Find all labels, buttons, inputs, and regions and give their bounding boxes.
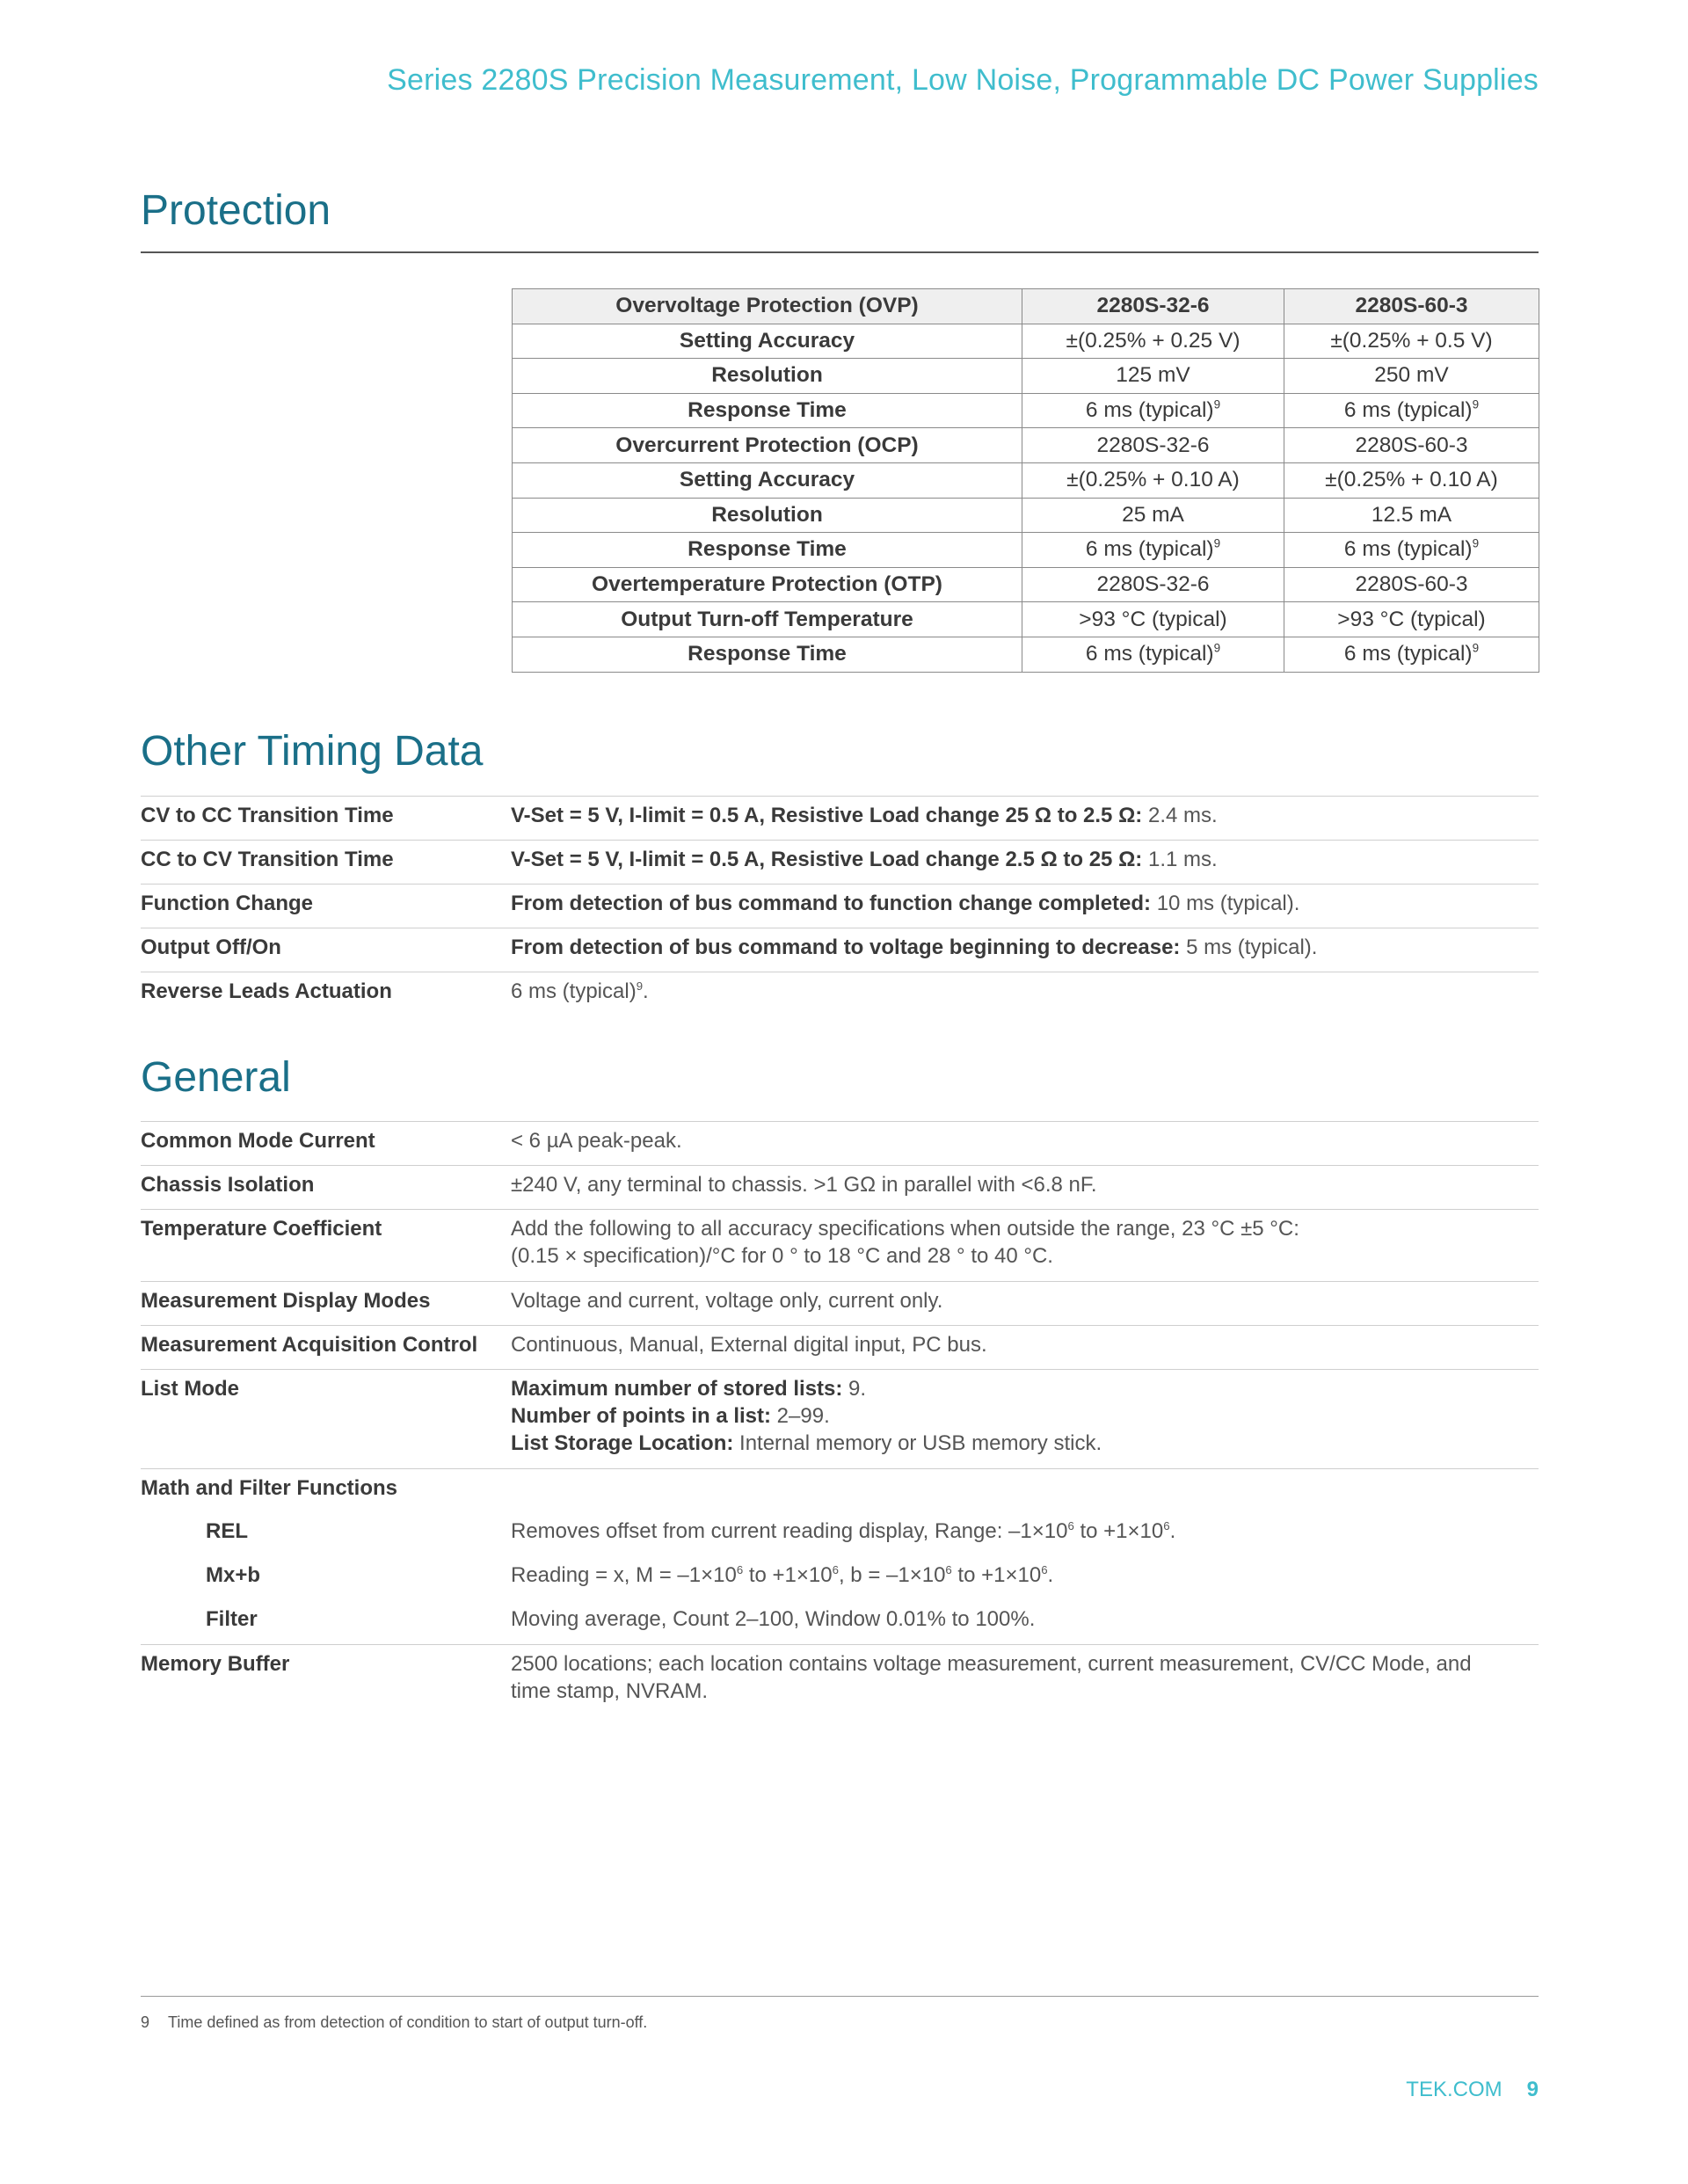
table-row-label: Response Time [513, 637, 1022, 672]
spec-row-sub [141, 1600, 1539, 1644]
table-row-label: Overtemperature Protection (OTP) [513, 567, 1022, 602]
spec-value: 6 ms (typical)$^9$. [511, 979, 649, 1003]
table-cell: 2280S-60-3 [1284, 567, 1539, 602]
table-cell: 12.5 mA [1284, 498, 1539, 533]
spec-label: CV to CC Transition Time [141, 804, 394, 827]
spec-value: Add the following to all accuracy specifications when outside the range, 23 °C ±5 °C: (0.15 × specification)/°C for 0 ° to 18 °C and 28 ° to 40 °C. [511, 1217, 1299, 1268]
spec-row [141, 1325, 1539, 1369]
spec-value: From detection of bus command to function change completed: 10 ms (typical). [511, 892, 1300, 915]
spec-value: Continuous, Manual, External digital input, PC bus. [511, 1333, 987, 1357]
table-row [513, 324, 1539, 359]
spec-label: CC to CV Transition Time [141, 848, 394, 871]
table-row [513, 602, 1539, 637]
spec-value: Removes offset from current reading display, Range: $-1\times 10^6$ to $+1\times 10^6$. [511, 1518, 1176, 1543]
spec-value: Voltage and current, voltage only, current only. [511, 1289, 943, 1313]
table-cell: 250 mV [1284, 359, 1539, 394]
timing-spec-list [141, 796, 1539, 1016]
table-cell: ±(0.25% + 0.10 A) [1022, 462, 1284, 498]
general-spec-list [141, 1121, 1539, 1716]
spec-value: Moving average, Count 2–100, Window 0.01% to 100%. [511, 1607, 1036, 1631]
table-row-label: Overcurrent Protection (OCP) [513, 428, 1022, 463]
table-row [513, 567, 1539, 602]
table-cell: 2280S-60-3 [1284, 428, 1539, 463]
section-title-general: General [141, 1054, 291, 1101]
spec-label: Filter [206, 1607, 258, 1631]
footnote-number: 9 [141, 2013, 150, 2031]
spec-label: Common Mode Current [141, 1129, 375, 1153]
section-title-timing: Other Timing Data [141, 728, 484, 775]
table-row [513, 289, 1539, 324]
table-row-label: Resolution [513, 498, 1022, 533]
table-cell: 25 mA [1022, 498, 1284, 533]
table-row [513, 637, 1539, 672]
table-cell: 2280S-32-6 [1022, 289, 1284, 324]
table-row-label: Overvoltage Protection (OVP) [513, 289, 1022, 324]
spec-row [141, 1644, 1539, 1716]
spec-label: List Mode [141, 1377, 239, 1401]
spec-value: < 6 µA peak-peak. [511, 1129, 682, 1153]
table-row-label: Output Turn-off Temperature [513, 602, 1022, 637]
spec-label: Function Change [141, 892, 313, 915]
spec-row [141, 840, 1539, 884]
spec-label: Measurement Display Modes [141, 1289, 431, 1313]
spec-label: Reverse Leads Actuation [141, 979, 392, 1003]
spec-value: Maximum number of stored lists: 9. Number of points in a list: 2–99. List Storage Location: Internal memory or USB memory stick. [511, 1377, 1102, 1455]
footnote [141, 2013, 647, 2032]
table-row [513, 462, 1539, 498]
title-divider [141, 251, 1539, 253]
spec-row [141, 1165, 1539, 1209]
table-cell: 6 ms (typical)$^9$ [1284, 637, 1539, 672]
spec-label: Temperature Coefficient [141, 1217, 382, 1241]
table-row-label: Resolution [513, 359, 1022, 394]
table-cell: 6 ms (typical)$^9$ [1022, 533, 1284, 568]
spec-row [141, 884, 1539, 928]
spec-label: REL [206, 1519, 248, 1543]
spec-row [141, 1209, 1539, 1281]
table-cell: 6 ms (typical)$^9$ [1022, 637, 1284, 672]
footnote-text: Time defined as from detection of condition to start of output turn-off. [168, 2013, 648, 2031]
spec-row [141, 972, 1539, 1016]
table-cell: >93 °C (typical) [1022, 602, 1284, 637]
table-row-label: Response Time [513, 393, 1022, 428]
table-cell: 6 ms (typical)$^9$ [1022, 393, 1284, 428]
table-cell: ±(0.25% + 0.25 V) [1022, 324, 1284, 359]
table-row-label: Setting Accuracy [513, 324, 1022, 359]
page-number: 9 [1526, 2078, 1539, 2101]
spec-row [141, 928, 1539, 972]
spec-row [141, 1281, 1539, 1325]
spec-value: V-Set = 5 V, I-limit = 0.5 A, Resistive Load change 25 Ω to 2.5 Ω: 2.4 ms. [511, 804, 1218, 827]
table-cell: >93 °C (typical) [1284, 602, 1539, 637]
footer-site-link[interactable]: TEK.COM [1406, 2078, 1502, 2101]
protection-table [512, 288, 1539, 673]
spec-row-sub [141, 1512, 1539, 1556]
page-footer [1406, 2078, 1539, 2102]
spec-row [141, 1468, 1539, 1512]
section-title-protection: Protection [141, 187, 331, 234]
table-cell: 6 ms (typical)$^9$ [1284, 533, 1539, 568]
table-cell: 2280S-60-3 [1284, 289, 1539, 324]
spec-label: Math and Filter Functions [141, 1476, 397, 1500]
spec-row-sub [141, 1556, 1539, 1600]
table-row [513, 359, 1539, 394]
table-cell: 125 mV [1022, 359, 1284, 394]
spec-value: V-Set = 5 V, I-limit = 0.5 A, Resistive Load change 2.5 Ω to 25 Ω: 1.1 ms. [511, 848, 1218, 871]
spec-label: Chassis Isolation [141, 1173, 315, 1197]
table-cell: 2280S-32-6 [1022, 428, 1284, 463]
table-cell: ±(0.25% + 0.5 V) [1284, 324, 1539, 359]
spec-value: Reading = x, $M = -1\times 10^6$ to $+1\times 10^6$, $b = -1\times 10^6$ to $+1\times 10^6$. [511, 1562, 1054, 1587]
table-row [513, 393, 1539, 428]
spec-label: Output Off/On [141, 935, 281, 959]
footnote-divider [141, 1996, 1539, 1997]
spec-value [511, 1474, 1539, 1512]
table-cell: 2280S-32-6 [1022, 567, 1284, 602]
spec-label: Measurement Acquisition Control [141, 1333, 478, 1357]
page-header: Series 2280S Precision Measurement, Low Noise, Programmable DC Power Supplies [387, 63, 1539, 97]
table-cell: ±(0.25% + 0.10 A) [1284, 462, 1539, 498]
table-row [513, 533, 1539, 568]
spec-row [141, 796, 1539, 840]
spec-value: From detection of bus command to voltage beginning to decrease: 5 ms (typical). [511, 935, 1318, 959]
spec-value: 2500 locations; each location contains voltage measurement, current measurement, CV/CC Mode, and time stamp, NVRAM. [511, 1652, 1472, 1703]
table-row [513, 428, 1539, 463]
table-row [513, 498, 1539, 533]
table-row-label: Setting Accuracy [513, 462, 1022, 498]
table-cell: 6 ms (typical)$^9$ [1284, 393, 1539, 428]
spec-row [141, 1369, 1539, 1468]
spec-label: Mx+b [206, 1563, 261, 1587]
spec-label: Memory Buffer [141, 1652, 290, 1676]
spec-row [141, 1121, 1539, 1165]
spec-value: ±240 V, any terminal to chassis. >1 GΩ in parallel with <6.8 nF. [511, 1173, 1097, 1197]
table-row-label: Response Time [513, 533, 1022, 568]
